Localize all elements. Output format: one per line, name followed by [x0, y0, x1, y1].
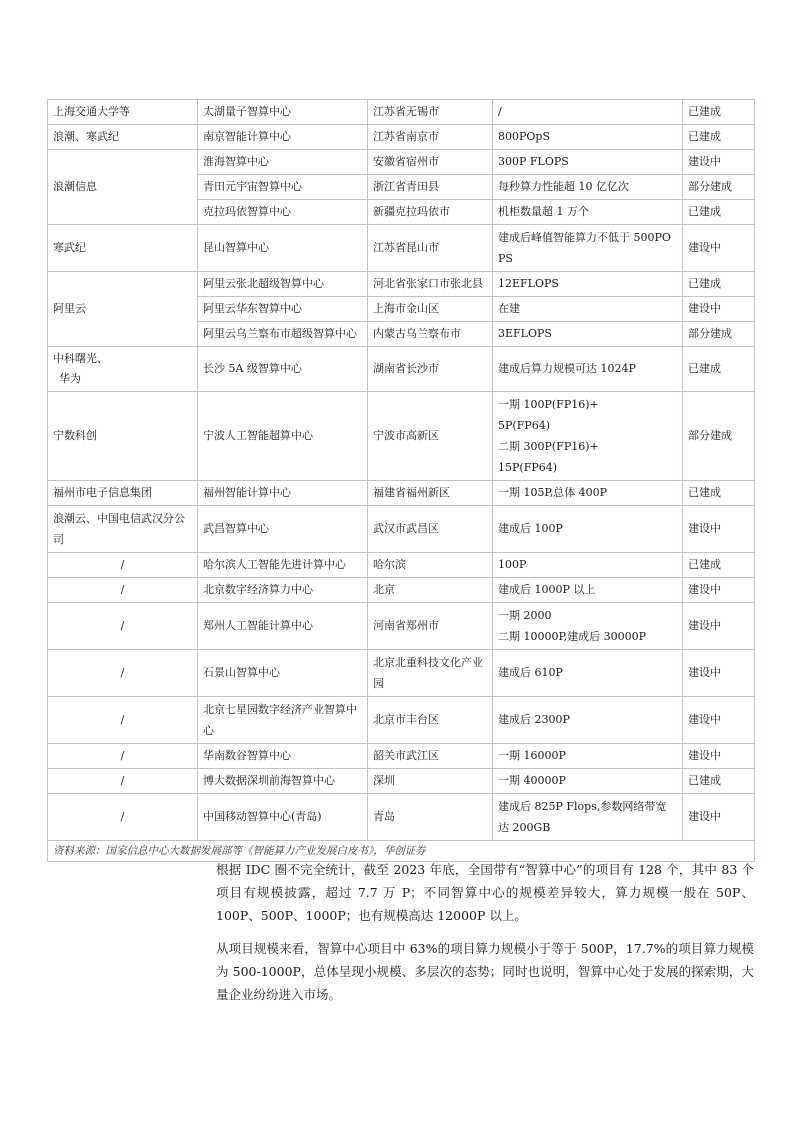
center-name-cell: 淮海智算中心 — [198, 150, 368, 175]
builder-line: 华为 — [59, 372, 81, 385]
location-cell: 湖南省长沙市 — [368, 347, 493, 392]
center-name-cell: 宁波人工智能超算中心 — [198, 392, 368, 481]
scale-cell: 建成后 100P — [493, 506, 683, 553]
location-cell: 武汉市武昌区 — [368, 506, 493, 553]
table-row — [48, 697, 755, 744]
location-cell: 江苏省南京市 — [368, 125, 493, 150]
center-name-cell: 阿里云华东智算中心 — [198, 297, 368, 322]
center-name-cell: 北京数字经济算力中心 — [198, 578, 368, 603]
builder-cell — [48, 347, 198, 392]
location-cell: 内蒙古乌兰察布市 — [368, 322, 493, 347]
builder-cell: / — [48, 744, 198, 769]
location-cell: 河北省张家口市张北县 — [368, 272, 493, 297]
center-name-cell: 博大数据深圳前海智算中心 — [198, 769, 368, 794]
location-cell: 新疆克拉玛依市 — [368, 200, 493, 225]
location-cell: 北京市丰台区 — [368, 697, 493, 744]
status-cell: 建设中 — [683, 650, 755, 697]
paragraph: 从项目规模来看，智算中心项目中 63%的项目算力规模小于等于 500P，17.7%的项目算力规模为 500-1000P，总体呈现小规模、多层次的态势；同时也说明，智算中心处于发展的探索期，大量企业纷纷进入市场。 — [216, 941, 754, 1002]
scale-cell: 12EFLOPS — [493, 272, 683, 297]
table-row — [48, 100, 755, 125]
scale-cell: 300P FLOPS — [493, 150, 683, 175]
table-row — [48, 794, 755, 841]
center-name-cell: 太湖量子智算中心 — [198, 100, 368, 125]
status-cell: 已建成 — [683, 769, 755, 794]
builder-cell: 上海交通大学等 — [48, 100, 198, 125]
table-row — [48, 506, 755, 553]
table-row — [48, 744, 755, 769]
table-row — [48, 553, 755, 578]
location-cell: 韶关市武江区 — [368, 744, 493, 769]
center-name-cell: 北京七星园数字经济产业智算中心 — [198, 697, 368, 744]
location-cell: 上海市金山区 — [368, 297, 493, 322]
builder-line: 中科曙光、 — [53, 352, 108, 365]
scale-cell: 100P — [493, 553, 683, 578]
status-cell: 已建成 — [683, 347, 755, 392]
builder-cell: / — [48, 603, 198, 650]
scale-line: 二期 300P(FP16)+ — [498, 440, 599, 453]
scale-line: 15P(FP64) — [498, 461, 558, 474]
builder-cell: / — [48, 578, 198, 603]
location-cell: 安徽省宿州市 — [368, 150, 493, 175]
smart-computing-center-table — [47, 99, 755, 862]
scale-cell: 建成后 2300P — [493, 697, 683, 744]
center-name-cell: 华南数谷智算中心 — [198, 744, 368, 769]
center-name-cell: 武昌智算中心 — [198, 506, 368, 553]
center-name-cell: 克拉玛依智算中心 — [198, 200, 368, 225]
status-cell: 部分建成 — [683, 175, 755, 200]
table-row — [48, 347, 755, 392]
scale-cell: 建成后算力规模可达 1024P — [493, 347, 683, 392]
table-row — [48, 481, 755, 506]
status-cell: 建设中 — [683, 744, 755, 769]
scale-line: 5P(FP64) — [498, 419, 551, 432]
location-cell: 浙江省青田县 — [368, 175, 493, 200]
location-cell: 河南省郑州市 — [368, 603, 493, 650]
status-cell: 建设中 — [683, 578, 755, 603]
status-cell: 建设中 — [683, 794, 755, 841]
center-name-cell: 昆山智算中心 — [198, 225, 368, 272]
center-name-cell: 南京智能计算中心 — [198, 125, 368, 150]
scale-cell: 建成后 825P Flops,参数网络带宽达 200GB — [493, 794, 683, 841]
center-name-cell: 石景山智算中心 — [198, 650, 368, 697]
status-cell: 已建成 — [683, 100, 755, 125]
table-row — [48, 578, 755, 603]
table-row — [48, 392, 755, 481]
scale-line: 一期 2000 — [498, 609, 552, 622]
scale-cell: 在建 — [493, 297, 683, 322]
scale-cell: 机柜数量超 1 万个 — [493, 200, 683, 225]
center-name-cell: 阿里云张北超级智算中心 — [198, 272, 368, 297]
status-cell: 建设中 — [683, 297, 755, 322]
body-text — [216, 858, 754, 1016]
table-row — [48, 769, 755, 794]
builder-cell: / — [48, 697, 198, 744]
scale-cell: 3EFLOPS — [493, 322, 683, 347]
status-cell: 部分建成 — [683, 322, 755, 347]
status-cell: 已建成 — [683, 125, 755, 150]
builder-cell: 福州市电子信息集团 — [48, 481, 198, 506]
status-cell: 已建成 — [683, 481, 755, 506]
builder-cell: 宁数科创 — [48, 392, 198, 481]
status-cell: 已建成 — [683, 553, 755, 578]
builder-cell: / — [48, 650, 198, 697]
paragraph: 根据 IDC 圈不完全统计，截至 2023 年底，全国带有“智算中心”的项目有 128 个，其中 83 个项目有规模披露，超过 7.7 万 P；不同智算中心的规模差异较大，算力规模一般在 50P、100P、500P、1000P；也有规模高达 12000P 以上。 — [216, 862, 754, 923]
builder-cell: 阿里云 — [48, 272, 198, 347]
location-cell: 江苏省无锡市 — [368, 100, 493, 125]
source-note: 资料来源：国家信息中心大数据发展部等《智能算力产业发展白皮书》，华创证券 — [48, 841, 755, 862]
table-row — [48, 272, 755, 297]
location-cell: 江苏省昆山市 — [368, 225, 493, 272]
builder-cell: 寒武纪 — [48, 225, 198, 272]
location-cell: 深圳 — [368, 769, 493, 794]
center-name-cell: 长沙 5A 级智算中心 — [198, 347, 368, 392]
location-cell: 北京北重科技文化产业园 — [368, 650, 493, 697]
status-cell: 建设中 — [683, 225, 755, 272]
scale-cell: 一期 16000P — [493, 744, 683, 769]
builder-cell: 浪潮信息 — [48, 150, 198, 225]
scale-cell: 建成后峰值智能算力不低于 500POPS — [493, 225, 683, 272]
location-cell: 青岛 — [368, 794, 493, 841]
scale-cell: 建成后 1000P 以上 — [493, 578, 683, 603]
location-cell: 哈尔滨 — [368, 553, 493, 578]
scale-cell: 一期 105P,总体 400P — [493, 481, 683, 506]
status-cell: 部分建成 — [683, 392, 755, 481]
builder-cell: / — [48, 794, 198, 841]
center-name-cell: 阿里云乌兰察布市超级智算中心 — [198, 322, 368, 347]
center-name-cell: 郑州人工智能计算中心 — [198, 603, 368, 650]
status-cell: 建设中 — [683, 150, 755, 175]
status-cell: 建设中 — [683, 697, 755, 744]
center-name-cell: 哈尔滨人工智能先进计算中心 — [198, 553, 368, 578]
table-row — [48, 603, 755, 650]
status-cell: 建设中 — [683, 603, 755, 650]
scale-cell: 800POpS — [493, 125, 683, 150]
status-cell: 已建成 — [683, 200, 755, 225]
table-row — [48, 150, 755, 175]
scale-line: 一期 100P(FP16)+ — [498, 398, 599, 411]
table-row — [48, 225, 755, 272]
location-cell: 福建省福州新区 — [368, 481, 493, 506]
builder-cell: / — [48, 553, 198, 578]
center-name-cell: 中国移动智算中心(青岛) — [198, 794, 368, 841]
location-cell: 宁波市高新区 — [368, 392, 493, 481]
scale-cell — [493, 392, 683, 481]
center-name-cell: 青田元宇宙智算中心 — [198, 175, 368, 200]
table-row — [48, 650, 755, 697]
builder-cell: / — [48, 769, 198, 794]
builder-cell: 浪潮、寒武纪 — [48, 125, 198, 150]
scale-cell: 每秒算力性能超 10 亿亿次 — [493, 175, 683, 200]
scale-cell: 一期 40000P — [493, 769, 683, 794]
status-cell: 已建成 — [683, 272, 755, 297]
scale-line: 二期 10000P,建成后 30000P — [498, 630, 647, 643]
table-row — [48, 125, 755, 150]
scale-cell — [493, 603, 683, 650]
scale-cell: / — [493, 100, 683, 125]
builder-cell: 浪潮云、中国电信武汉分公司 — [48, 506, 198, 553]
location-cell: 北京 — [368, 578, 493, 603]
status-cell: 建设中 — [683, 506, 755, 553]
scale-cell: 建成后 610P — [493, 650, 683, 697]
center-name-cell: 福州智能计算中心 — [198, 481, 368, 506]
